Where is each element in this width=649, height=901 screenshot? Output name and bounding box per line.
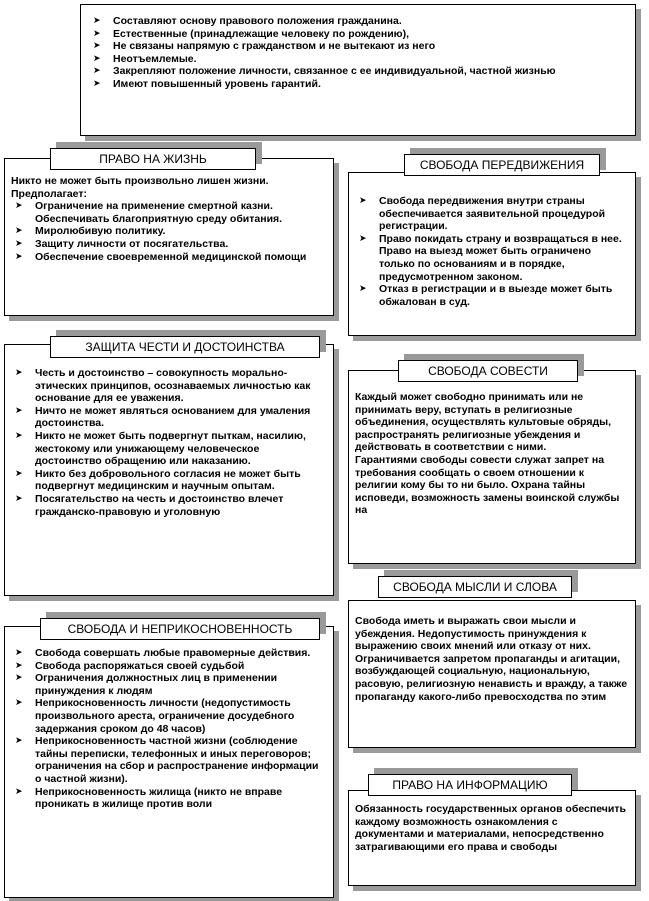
- list-item: ➤ Никто не может быть подвергнут пыткам, насилию, жестокому или унижающему человеческое достоинство обращению или наказанию.: [11, 430, 327, 468]
- honor-dignity-list: [11, 367, 327, 518]
- list-item: ➤ Составляют основу правового положения гражданина.: [89, 15, 627, 28]
- list-item: ➤ Свобода передвижения внутри страны обеспечивается заявительной процедурой регистрации.: [355, 195, 629, 233]
- thought-speech-box: [348, 600, 636, 748]
- inviolability-title: СВОБОДА И НЕПРИКОСНОВЕННОСТЬ: [40, 618, 320, 640]
- right-to-life-title: ПРАВО НА ЖИЗНЬ: [50, 148, 256, 170]
- list-item: ➤ Неприкосновенность жилища (никто не вправе проникать в жилище против воли: [11, 786, 327, 811]
- list-item: ➤ Ограничение на применение смертной казни. Обеспечивать благоприятную среду обитания.: [11, 200, 327, 225]
- right-to-life-list: [11, 200, 327, 263]
- list-item: ➤ Никто без добровольного согласия не может быть подвергнут медицинским и научным опытам.: [11, 468, 327, 493]
- right-to-life-subintro: Предполагает:: [11, 187, 88, 200]
- honor-dignity-title: ЗАЩИТА ЧЕСТИ И ДОСТОИНСТВА: [50, 336, 320, 358]
- information-box: [348, 790, 636, 886]
- list-item: ➤ Отказ в регистрации и в выезде может быть обжалован в суд.: [355, 283, 629, 308]
- list-item: ➤ Неотъемлемые.: [89, 53, 627, 66]
- freedom-of-movement-list: [355, 195, 629, 308]
- information-paragraph: Обязанность государственных органов обеспечить каждому возможность ознакомления с документами и материалами, непосредственно затрагивающими его права и свободы: [355, 803, 626, 853]
- list-item: ➤ Неприкосновенность частной жизни (соблюдение тайны переписки, телефонных и иных переговоров; ограничения на сбор и распространение информации о частной жизни).: [11, 735, 327, 785]
- conscience-box: [348, 370, 636, 564]
- inviolability-box: [4, 626, 334, 898]
- thought-speech-paragraph: Свобода иметь и выражать свои мысли и убеждения. Недопустимость принуждения к выражению своих мнений или отказу от них. Ограничивается запретом пропаганды и агитации, возбуждающей социальную, национальную, расовую, религиозную ненависть и вражду, а также пропаганду какого-либо превосходства по этим: [355, 615, 628, 703]
- list-item: ➤ Не связаны напрямую с гражданством и не вытекают из него: [89, 40, 627, 53]
- right-to-life-box: [4, 158, 334, 316]
- conscience-paragraph-1: Каждый может свободно принимать или не принимать веру, вступать в религиозные объединения, осуществлять культовые обряды, распространять религиозные убеждения и действовать в соответствии с ними.: [355, 391, 612, 454]
- list-item: ➤ Естественные (принадлежащие человеку по рождению),: [89, 28, 627, 41]
- list-item: ➤ Свобода распоряжаться своей судьбой: [11, 660, 327, 673]
- list-item: ➤ Честь и достоинство – совокупность морально-этических принципов, осознаваемых личностью как основание для ее уважения.: [11, 367, 327, 405]
- list-item: ➤ Посягательство на честь и достоинство влечет гражданско-правовую и уголовную: [11, 493, 327, 518]
- list-item: ➤ Право покидать страну и возвращаться в нее. Право на выезд может быть ограничено только по основаниям и в порядке, предусмотренном законом.: [355, 233, 629, 283]
- intro-box: [80, 4, 636, 136]
- honor-dignity-box: [4, 344, 334, 596]
- intro-list: [89, 15, 627, 91]
- list-item: ➤ Закрепляют положение личности, связанное с ее индивидуальной, частной жизнью: [89, 65, 627, 78]
- freedom-of-movement-box: [348, 172, 636, 336]
- list-item: ➤ Свобода совершать любые правомерные действия.: [11, 647, 327, 660]
- information-title: ПРАВО НА ИНФОРМАЦИЮ: [368, 774, 572, 796]
- list-item: ➤ Неприкосновенность личности (недопустимость произвольного ареста, ограничение досудебного задержания сроком до 48 часов): [11, 697, 327, 735]
- list-item: ➤ Имеют повышенный уровень гарантий.: [89, 78, 627, 91]
- conscience-title: СВОБОДА СОВЕСТИ: [398, 360, 578, 382]
- list-item: ➤ Ничто не может являться основанием для умаления достоинства.: [11, 405, 327, 430]
- conscience-paragraph-2: Гарантиями свободы совести служат запрет на требования сообщать о своем отношении к религии кому бы то ни было. Охрана тайны исповеди, возможность замены воинской службы на: [355, 453, 620, 517]
- list-item: ➤ Защиту личности от посягательства.: [11, 238, 327, 251]
- list-item: ➤ Миролюбивую политику.: [11, 225, 327, 238]
- right-to-life-intro: Никто не может быть произвольно лишен жизни.: [11, 175, 269, 187]
- list-item: ➤ Обеспечение своевременной медицинской помощи: [11, 251, 327, 264]
- inviolability-list: [11, 647, 327, 811]
- freedom-of-movement-title: СВОБОДА ПЕРЕДВИЖЕНИЯ: [404, 154, 600, 176]
- list-item: ➤ Ограничения должностных лиц в применении принуждения к людям: [11, 672, 327, 697]
- thought-speech-title: СВОБОДА МЫСЛИ И СЛОВА: [378, 576, 572, 598]
